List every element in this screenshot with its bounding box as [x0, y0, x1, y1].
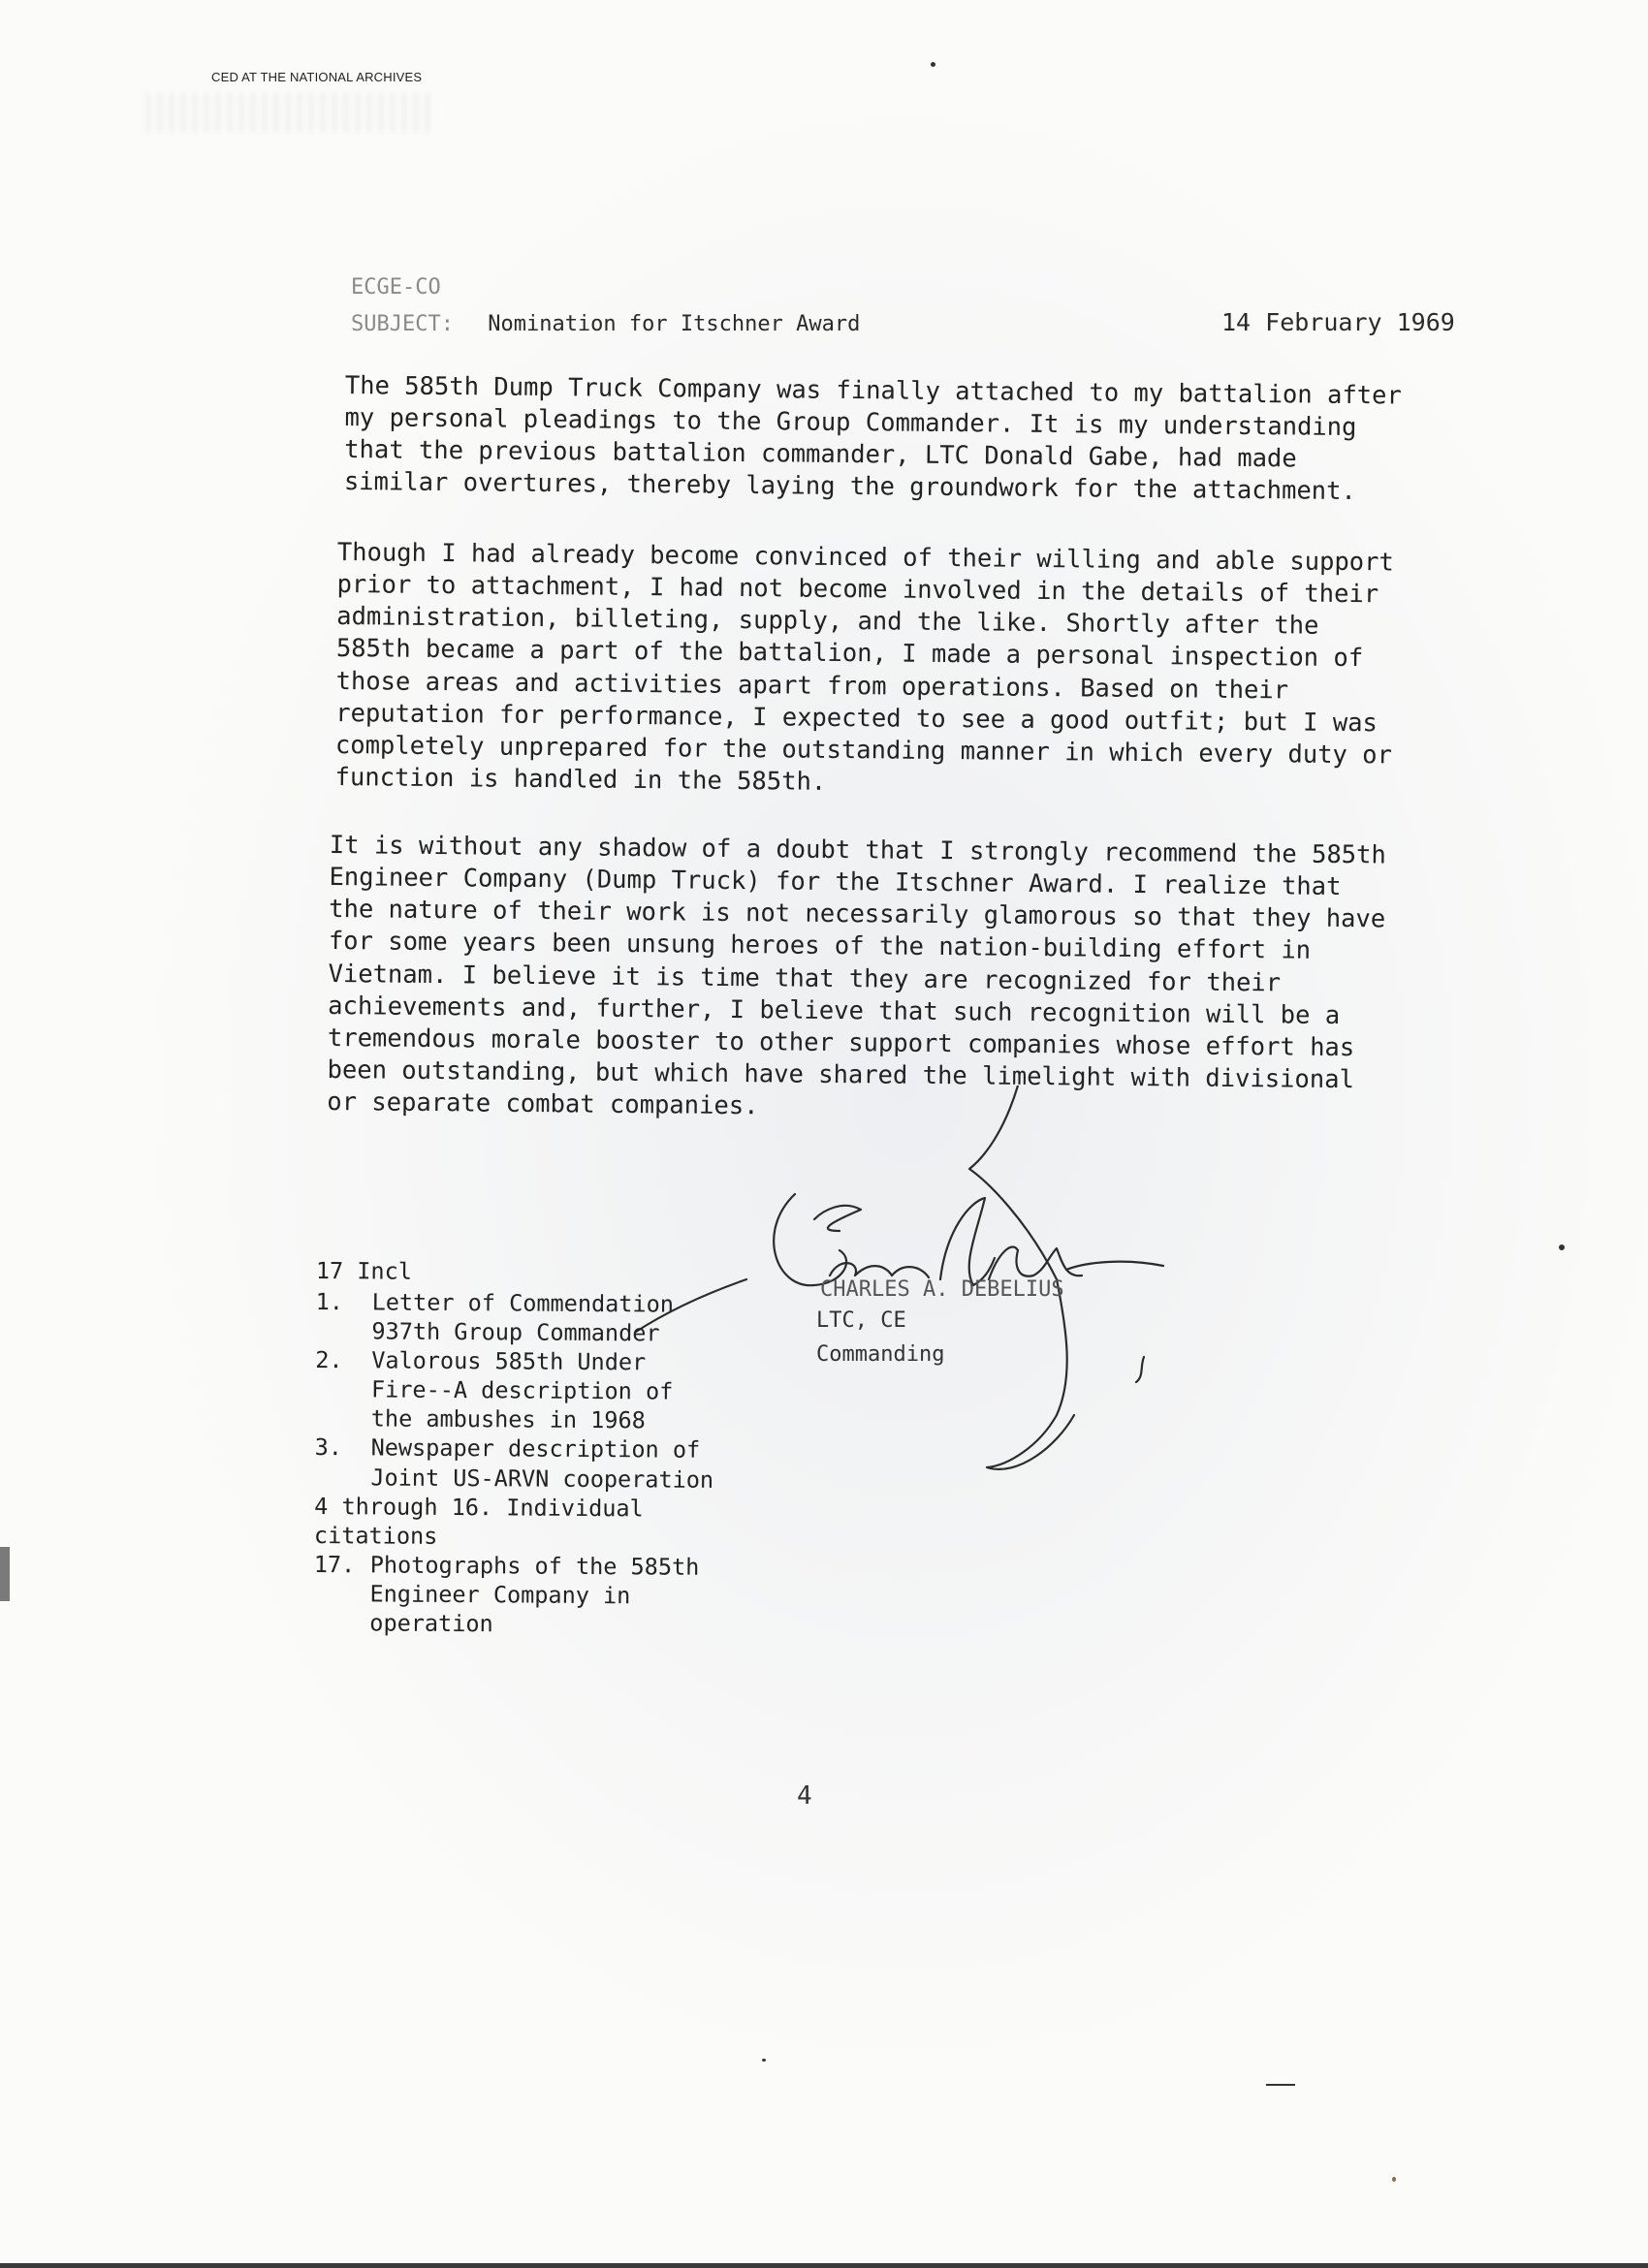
enclosure-text: Newspaper description of Joint US-ARVN cooperation — [370, 1433, 714, 1494]
scan-dash-mark — [1266, 2084, 1295, 2086]
subject-line — [351, 312, 860, 336]
subject-text: Nomination for Itschner Award — [488, 312, 861, 336]
enclosure-text: Photographs of the 585th Engineer Company in operation — [369, 1551, 700, 1638]
body-paragraph: The 585th Dump Truck Company was finally attached to my battalion after my personal pleadings to the Group Commander. It is my understanding that the previous battalion commander, LTC Donald Gabe, had made similar overtures, thereby laying the groundwork for the attachment. — [343, 370, 1402, 507]
letter-date: 14 February 1969 — [1221, 308, 1455, 336]
enclosure-text: Letter of Commendation 937th Group Commander — [371, 1288, 675, 1347]
signer-name: CHARLES A. DEBELIUS — [820, 1277, 1064, 1302]
body-paragraph: It is without any shadow of a doubt that I strongly recommend the 585th Engineer Company (Dump Truck) for the Itschner Award. I realize that the nature of their work is not necessarily glamorous so that they have for some years been unsung heroes of the nation-building effort in Vietnam. I believe it is time that they are recognized for their achievements and, further, I believe that such recognition will be a tremendous morale booster to other support companies whose effort has been outstanding, but which have shared the limelight with divisional or separate combat companies. — [327, 830, 1386, 1121]
office-symbol: ECGE-CO — [351, 275, 441, 299]
enclosure-item — [314, 1433, 713, 1494]
enclosure-number: 3. — [314, 1433, 343, 1462]
enclosure-number: 2. — [315, 1346, 343, 1374]
page-number: 4 — [797, 1781, 812, 1811]
enclosure-list — [313, 1256, 714, 1640]
archive-stamp: CED AT THE NATIONAL ARCHIVES — [211, 70, 423, 84]
scan-speck — [762, 2059, 766, 2062]
enclosure-item — [313, 1550, 713, 1640]
signer-rank: LTC, CE — [816, 1308, 906, 1333]
enclosure-item — [314, 1492, 713, 1553]
signer-role: Commanding — [816, 1342, 945, 1367]
subject-label: SUBJECT: — [351, 312, 454, 336]
enclosure-item — [315, 1287, 714, 1348]
scan-bottom-edge — [0, 2263, 1648, 2268]
body-paragraph: Though I had already become convinced of their willing and able support prior to attachment, I had not become involved in the details of their administration, billeting, supply, and the like. Shortly after the 585th became a part of the battalion, I made a personal inspection of those areas and activities apart from operations. Based on their reputation for performance, I expected to see a good outfit; but I was completely unprepared for the outstanding manner in which every duty or function is handled in the 585th. — [334, 537, 1394, 797]
enclosure-count: 17 Incl — [315, 1257, 413, 1285]
scan-speck — [1559, 1244, 1565, 1250]
enclosure-text: Valorous 585th Under Fire--A description of the ambushes in 1968 — [370, 1346, 674, 1434]
enclosure-item — [315, 1345, 714, 1435]
enclosure-text: 4 through 16. Individual citations — [313, 1492, 644, 1550]
scan-edge-tab — [0, 1547, 10, 1601]
scan-speck — [931, 62, 935, 67]
scan-speck — [1392, 2177, 1396, 2182]
enclosure-number: 1. — [315, 1288, 344, 1316]
archive-stamp-smudge — [145, 93, 436, 132]
enclosure-number: 17. — [313, 1550, 356, 1579]
